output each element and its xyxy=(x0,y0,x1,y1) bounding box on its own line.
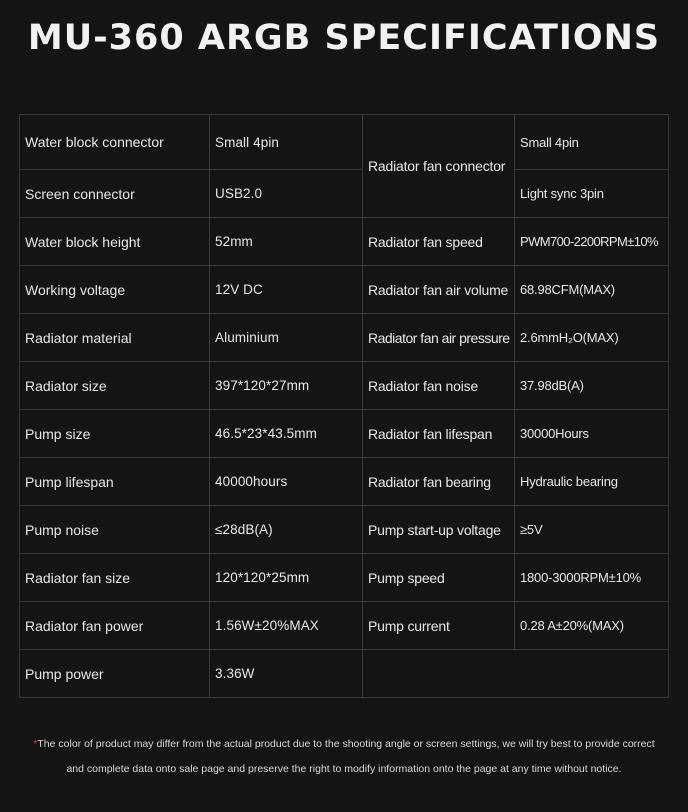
spec-value: Light sync 3pin xyxy=(515,170,669,218)
spec-value: 2.6mmH₂O(MAX) xyxy=(515,314,669,362)
spec-label: Working voltage xyxy=(20,266,210,314)
spec-label: Water block connector xyxy=(20,115,210,170)
spec-label: Radiator fan size xyxy=(20,554,210,602)
spec-value: 1800-3000RPM±10% xyxy=(515,554,669,602)
table-row xyxy=(20,218,669,266)
table-row xyxy=(20,170,669,218)
spec-label: Pump lifespan xyxy=(20,458,210,506)
spec-value: 12V DC xyxy=(210,266,363,314)
footnote-line-1 xyxy=(0,732,688,757)
spec-value: Hydraulic bearing xyxy=(515,458,669,506)
disclaimer-footnote xyxy=(0,732,688,782)
table-row xyxy=(20,266,669,314)
table-row xyxy=(20,506,669,554)
spec-value: ≥5V xyxy=(515,506,669,554)
spec-value: 30000Hours xyxy=(515,410,669,458)
table-row xyxy=(20,410,669,458)
table-row xyxy=(20,362,669,410)
table-row xyxy=(20,115,669,170)
spec-label: Pump current xyxy=(363,602,515,650)
spec-value: 52mm xyxy=(210,218,363,266)
spec-label: Water block height xyxy=(20,218,210,266)
spec-value: 3.36W xyxy=(210,650,363,698)
spec-value: 37.98dB(A) xyxy=(515,362,669,410)
spec-value: Small 4pin xyxy=(210,115,363,170)
spec-label: Radiator size xyxy=(20,362,210,410)
spec-table xyxy=(19,114,669,698)
spec-value: 1.56W±20%MAX xyxy=(210,602,363,650)
spec-value: 40000hours xyxy=(210,458,363,506)
spec-value: 46.5*23*43.5mm xyxy=(210,410,363,458)
table-row xyxy=(20,602,669,650)
spec-label: Pump power xyxy=(20,650,210,698)
spec-label: Radiator fan connector xyxy=(363,115,515,218)
spec-label: Radiator fan noise xyxy=(363,362,515,410)
spec-value: 120*120*25mm xyxy=(210,554,363,602)
spec-label: Radiator fan air volume xyxy=(363,266,515,314)
spec-label: Radiator fan lifespan xyxy=(363,410,515,458)
table-row xyxy=(20,314,669,362)
table-row xyxy=(20,554,669,602)
spec-label: Radiator fan bearing xyxy=(363,458,515,506)
table-row xyxy=(20,650,669,698)
empty-cell xyxy=(363,650,669,698)
spec-value: 397*120*27mm xyxy=(210,362,363,410)
footnote-asterisk: * xyxy=(33,738,38,750)
spec-label: Radiator material xyxy=(20,314,210,362)
footnote-text-1: The color of product may differ from the actual product due to the shooting angle or screen settings, we will try best to provide correct xyxy=(37,738,655,750)
spec-label: Pump start-up voltage xyxy=(363,506,515,554)
spec-value: PWM700-2200RPM±10% xyxy=(515,218,669,266)
spec-label: Radiator fan power xyxy=(20,602,210,650)
spec-value: ≤28dB(A) xyxy=(210,506,363,554)
spec-value: 68.98CFM(MAX) xyxy=(515,266,669,314)
spec-label: Screen connector xyxy=(20,170,210,218)
spec-label: Pump noise xyxy=(20,506,210,554)
footnote-line-2: and complete data onto sale page and preserve the right to modify information onto the page at any time without notice. xyxy=(66,763,622,775)
spec-label: Pump speed xyxy=(363,554,515,602)
page-title: MU-360 ARGB SPECIFICATIONS xyxy=(27,18,661,58)
spec-label: Pump size xyxy=(20,410,210,458)
table-row xyxy=(20,458,669,506)
spec-value: 0.28 A±20%(MAX) xyxy=(515,602,669,650)
spec-value: USB2.0 xyxy=(210,170,363,218)
spec-label: Radiator fan speed xyxy=(363,218,515,266)
spec-label: Radiator fan air pressure xyxy=(363,314,515,362)
spec-value: Aluminium xyxy=(210,314,363,362)
spec-value: Small 4pin xyxy=(515,115,669,170)
